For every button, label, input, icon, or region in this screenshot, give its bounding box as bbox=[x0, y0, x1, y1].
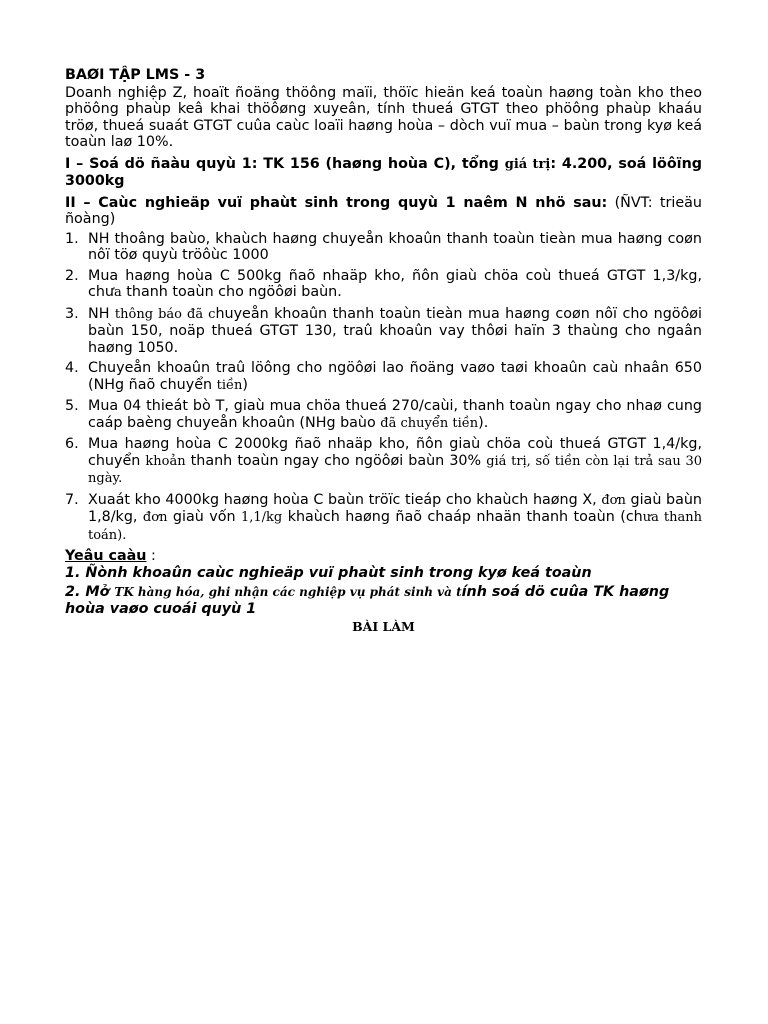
section1-text-a: I – Soá dö ñaàu quyù 1: TK 156 (haøng hoùa C), tổng bbox=[65, 155, 505, 172]
list-item-number: 5. bbox=[65, 398, 79, 414]
list-item-number: 2. bbox=[65, 267, 79, 284]
list-item-number: 3. bbox=[65, 305, 79, 322]
requirement-2 bbox=[65, 584, 702, 617]
list-item-text-serif: 1,1/kg bbox=[240, 510, 283, 525]
list-item-text: Chuyeån khoaûn traû löông cho ngöôøi lao ñoäng vaøo taøi khoaûn caù nhaân 650 (NHg ñaõ chuyển bbox=[88, 360, 702, 393]
list-item-number: 1. bbox=[65, 230, 79, 247]
list-item-text-serif: tiền bbox=[216, 377, 243, 393]
answer-heading: BÀI LÀM bbox=[352, 619, 415, 634]
list-item bbox=[65, 398, 702, 432]
requirement-2-text-b: TK hàng hóa, ghi nhận các nghiệp vụ phát sinh và t bbox=[114, 585, 462, 599]
list-item bbox=[65, 360, 702, 394]
list-item-number: 7. bbox=[65, 491, 79, 508]
list-item-text-serif: giá trị, số tiền còn lại trả sau 30 ngày. bbox=[88, 453, 702, 486]
list-item bbox=[65, 436, 702, 488]
list-item-text-serif: thông báo đã c bbox=[114, 306, 216, 322]
requirement-2-text-c: ính soá dö cuûa TK haøng hoùa vaøo cuoái quyù 1 bbox=[65, 584, 670, 617]
list-item-text-serif: đơn bbox=[601, 492, 626, 508]
requirements-heading: Yeâu caàu bbox=[65, 548, 147, 564]
list-item-text: ). bbox=[478, 414, 489, 431]
list-item-text: NH bbox=[88, 305, 115, 322]
requirements-colon: : bbox=[146, 548, 156, 564]
list-item-text: NH thoâng baùo, khaùch haøng chuyeån khoaûn thanh toaùn tieàn mua haøng coøn nôï töø quyù tröôùc 1000 bbox=[88, 230, 702, 263]
section-opening-balance bbox=[65, 156, 702, 190]
requirement-1: 1. Ñònh khoaûn caùc nghieäp vuï phaùt sinh trong kyø keá toaùn bbox=[65, 564, 592, 581]
requirement-2-text-a: 2. Mở bbox=[65, 584, 115, 600]
section1-text-b: giá trị bbox=[504, 156, 551, 172]
list-item-number: 6. bbox=[65, 436, 79, 452]
list-item bbox=[65, 306, 702, 357]
transactions-list bbox=[65, 231, 702, 545]
list-item-text: Mua haøng hoùa C 500kg ñaõ nhaäp kho, ñôn giaù chöa coù thueá GTGT 1,3/kg, chư bbox=[88, 267, 702, 300]
list-item-text: khaùch haøng ñaõ chaáp nhaän thanh toaùn (ch bbox=[282, 509, 643, 525]
section1-text-c: : 4.200, soá löôïng 3000kg bbox=[65, 155, 702, 189]
list-item-text: giaù vốn bbox=[167, 509, 241, 525]
section2-text-b: (ÑVT: trieäu ñoàng) bbox=[65, 194, 702, 227]
list-item-text: Mua 04 thieát bò T, giaù mua chöa thueá 270/caùi, thanh toaùn ngay cho nhaø cung caáp baèng chuyeån khoaûn (NHg baùo bbox=[88, 398, 702, 431]
list-item-text-serif: đã chuyển tiền bbox=[380, 415, 479, 431]
list-item bbox=[65, 268, 702, 302]
list-item-text: huyeån khoaûn thanh toaùn tieàn mua haøng coøn nôï cho ngöôøi baùn 150, noäp thueá GTGT 130, traû khoaûn vay thôøi haïn 3 thaùng cho ngaân haøng 1050. bbox=[88, 305, 702, 356]
list-item-text: ) bbox=[242, 376, 248, 393]
section-transactions-heading bbox=[65, 195, 702, 228]
section2-text-a: II – Caùc nghieäp vuï phaùt sinh trong quyù 1 naêm N nhö sau: bbox=[65, 194, 608, 211]
list-item-text: thanh toaùn ngay cho ngöôøi baùn 30% bbox=[185, 452, 487, 469]
requirements-heading-line bbox=[65, 548, 702, 565]
document-page bbox=[65, 67, 702, 636]
list-item-number: 4. bbox=[65, 360, 79, 376]
list-item-text: Xuaát kho 4000kg haøng hoùa C baùn tröïc tieáp cho khaùch haøng X, bbox=[88, 491, 602, 508]
intro-paragraph: Doanh nghiệp Z, hoaït ñoäng thöông maïi, thöïc hieän keá toaùn haøng toàn kho theo phöông phaùp keâ khai thöôøng xuyeân, tính thueá GTGT theo phöông phaùp khaáu tröø, thueá suaát GTGT cuûa caùc loaïi haøng hoùa – dòch vuï mua – baùn trong kyø keá toaùn laø 10%. bbox=[65, 84, 702, 150]
list-item-text-serif: a bbox=[113, 285, 122, 300]
list-item bbox=[65, 231, 702, 264]
list-item-text: Mua haøng hoùa C 2000kg ñaõ nhaäp kho, ñôn giaù chöa coù thueá GTGT 1,4/kg, chuyển bbox=[88, 436, 702, 469]
list-item bbox=[65, 492, 702, 545]
list-item-text: thanh toaùn cho ngöôøi baùn. bbox=[121, 284, 342, 300]
list-item-text-serif: khoản bbox=[145, 453, 186, 469]
list-item-text: giaù baùn 1,8/kg, bbox=[88, 491, 702, 525]
list-item-text-serif: ưa thanh toán). bbox=[88, 510, 703, 543]
list-item-text-serif: đơn bbox=[142, 510, 168, 525]
document-title: BAØI TẬP LMS - 3 bbox=[65, 67, 206, 83]
